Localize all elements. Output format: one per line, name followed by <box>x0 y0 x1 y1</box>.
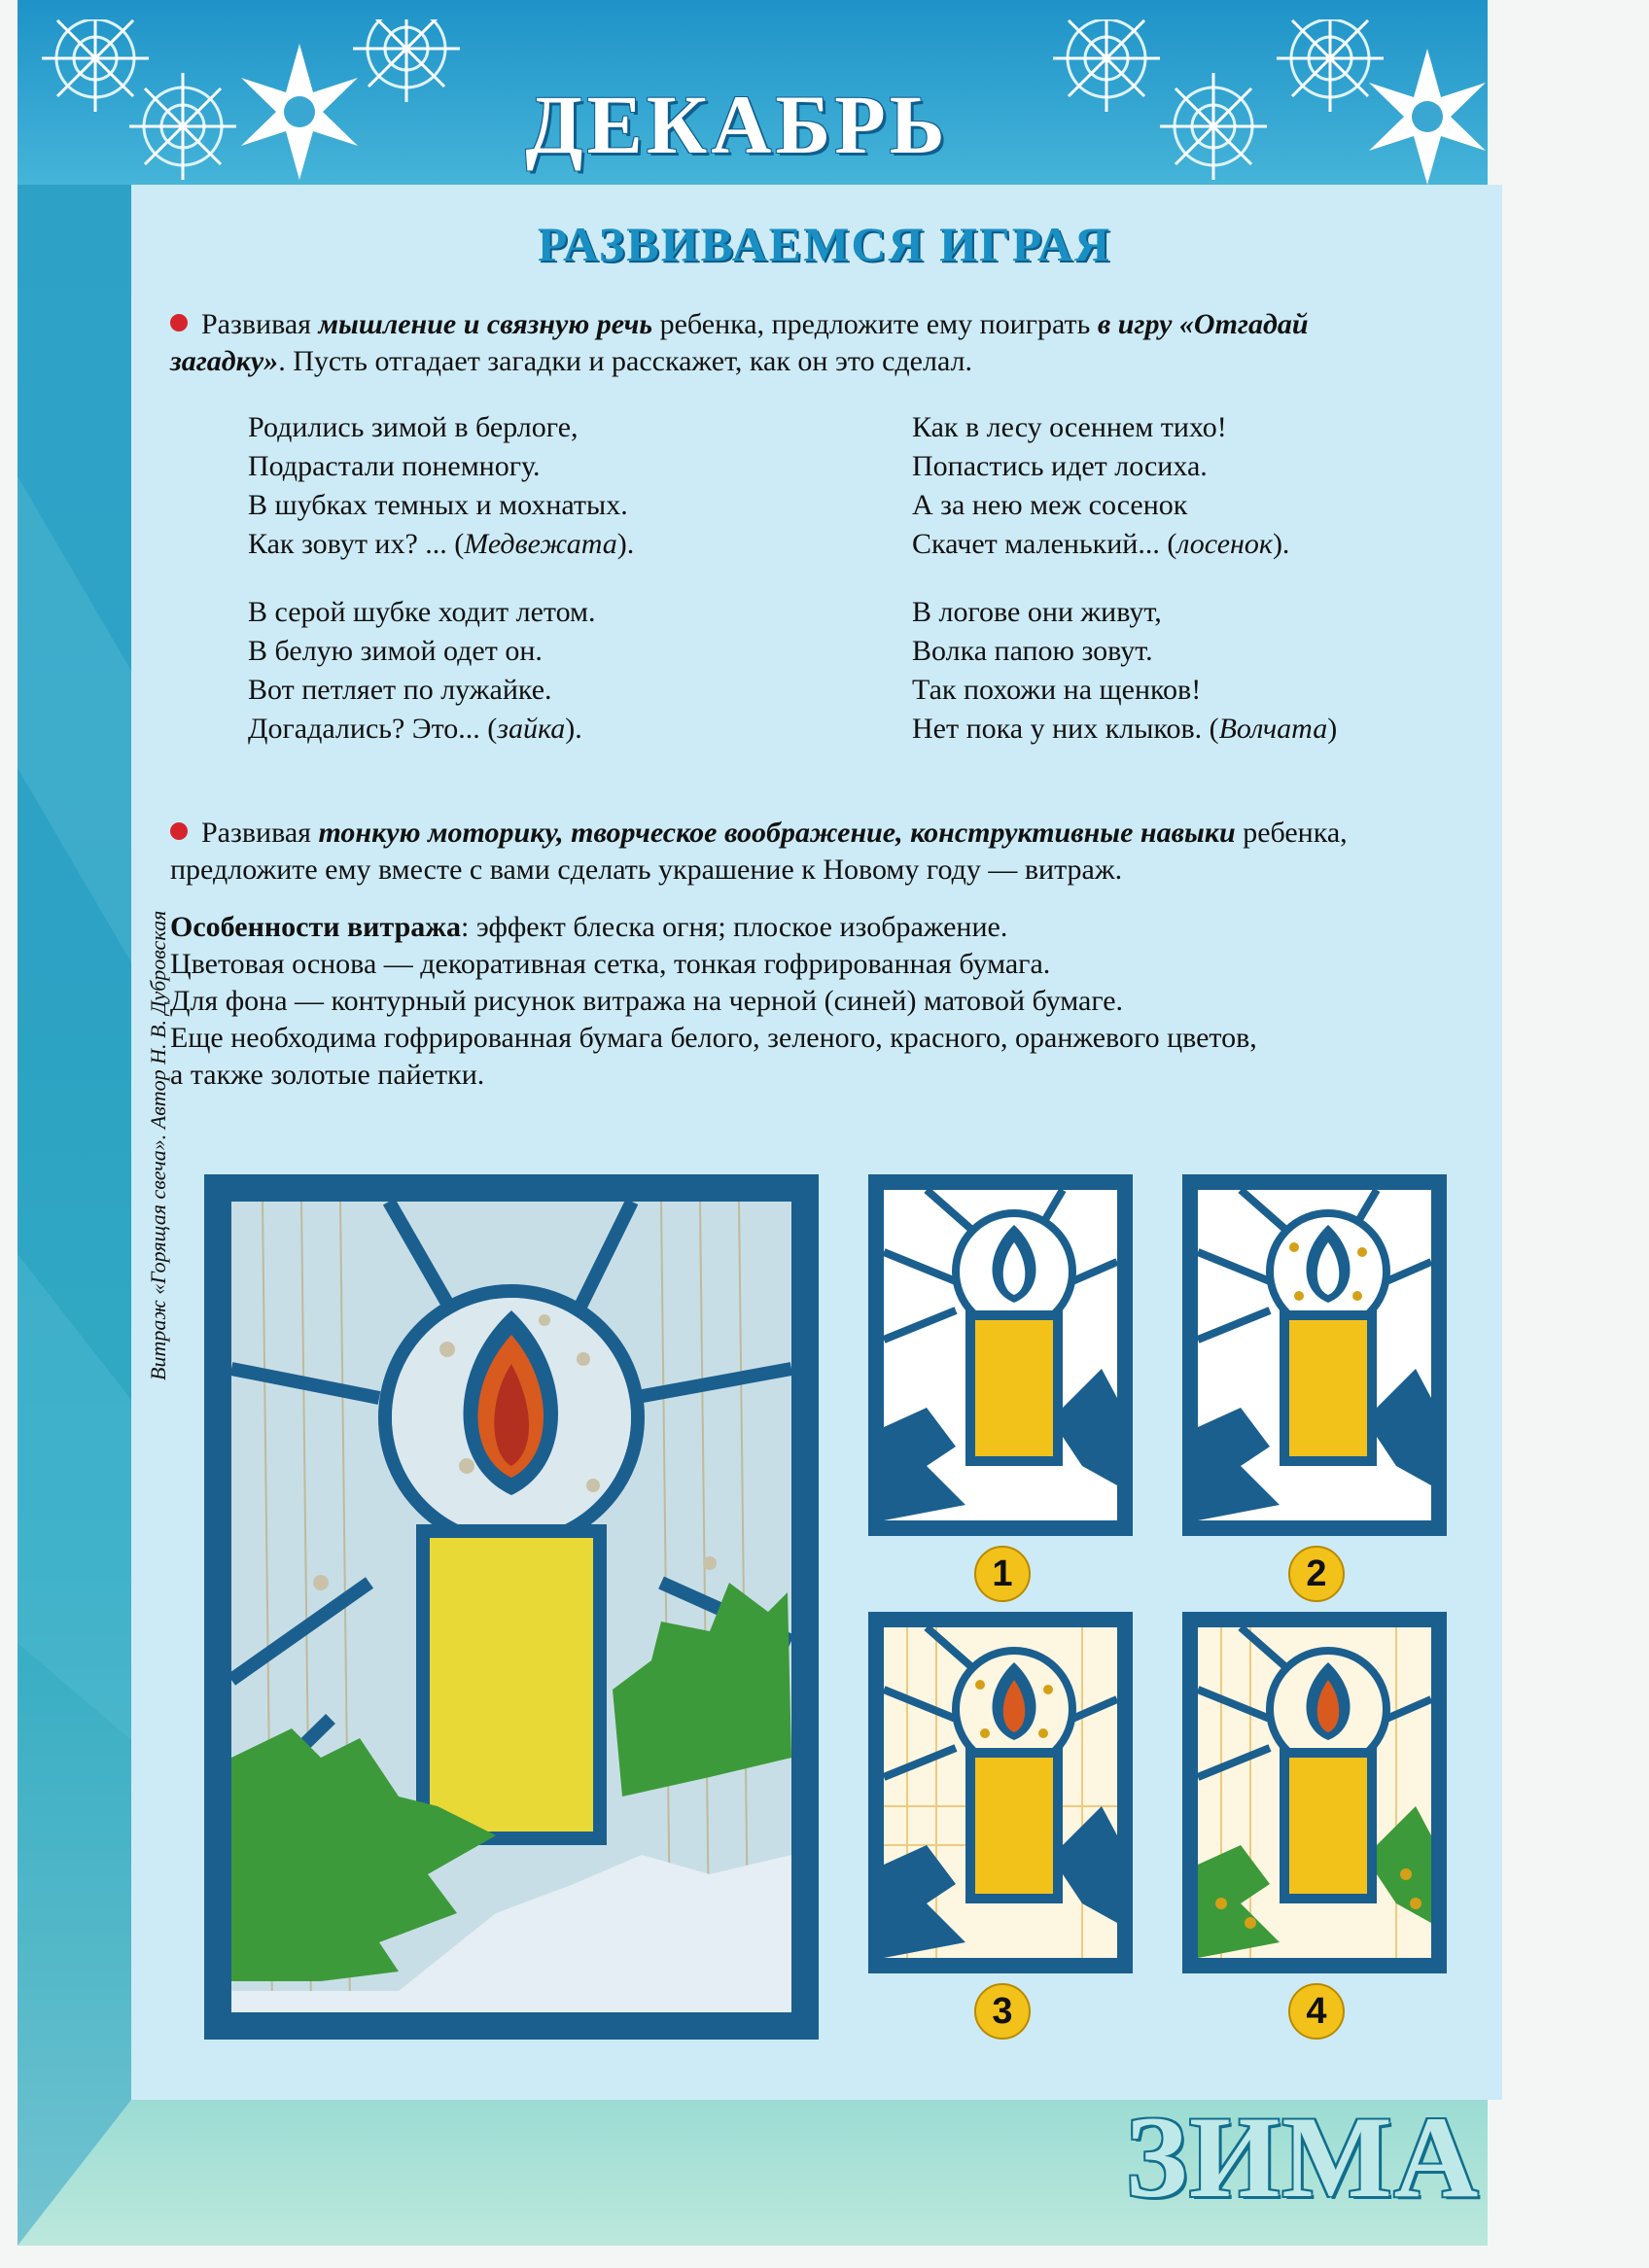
riddle-2: Как в лесу осеннем тихо! Попастись идет лосиха. А за нею меж сосенок Скачет маленький... (лосенок). <box>912 411 1290 560</box>
step-diagram-1 <box>868 1174 1133 1536</box>
riddle-3: В серой шубке ходит летом. В белую зимой одет он. Вот петляет по лужайке. Догадались? Это... (зайка). <box>248 596 596 745</box>
bullet-icon <box>170 314 188 331</box>
step-number-2: 2 <box>1288 1546 1345 1602</box>
intro-paragraph-1: Развивая мышление и связную речь ребенка, предложите ему поиграть в игру «Отгадай загадку». Пусть отгадает загадки и расскажет, как он это сделал. <box>170 308 1309 377</box>
step-number-3: 3 <box>974 1983 1031 2040</box>
intro-paragraph-2: Развивая тонкую моторику, творческое воображение, конструктивные навыки ребенка, предложите ему вместе с вами сделать украшение к Новому году — витраж. <box>170 817 1348 886</box>
step-diagram-4 <box>1182 1612 1447 1973</box>
stained-glass-photo <box>204 1174 819 2040</box>
step-number-4: 4 <box>1288 1983 1345 2040</box>
photo-caption: Витраж «Горящая свеча». Автор Н. В. Дубровская <box>146 910 170 1380</box>
step-diagram-3 <box>868 1612 1133 1973</box>
features-paragraph: Особенности витража: эффект блеска огня; плоское изображение. Цветовая основа — декоративная сетка, тонкая гофрированная бумага. Для фона — контурный рисунок витража на черной (синей) матовой бумаге. Еще необходима гофрированная бумага белого, зеленого, красного, оранжевого цветов, а также золотые пайетки. <box>170 911 1257 1091</box>
month-title: ДЕКАБРЬ <box>525 78 949 171</box>
riddle-4: В логове они живут, Волка папою зовут. Так похожи на щенков! Нет пока у них клыков. (Волчата) <box>912 596 1338 745</box>
season-title: ЗИМА <box>1125 2092 1481 2221</box>
step-number-1: 1 <box>974 1546 1031 1602</box>
riddle-1: Родились зимой в берлоге, Подрастали понемногу. В шубках темных и мохнатых. Как зовут их? ... (Медвежата). <box>248 411 635 560</box>
step-diagram-2 <box>1182 1174 1447 1536</box>
section-title: РАЗВИВАЕМСЯ ИГРАЯ <box>537 217 1112 271</box>
